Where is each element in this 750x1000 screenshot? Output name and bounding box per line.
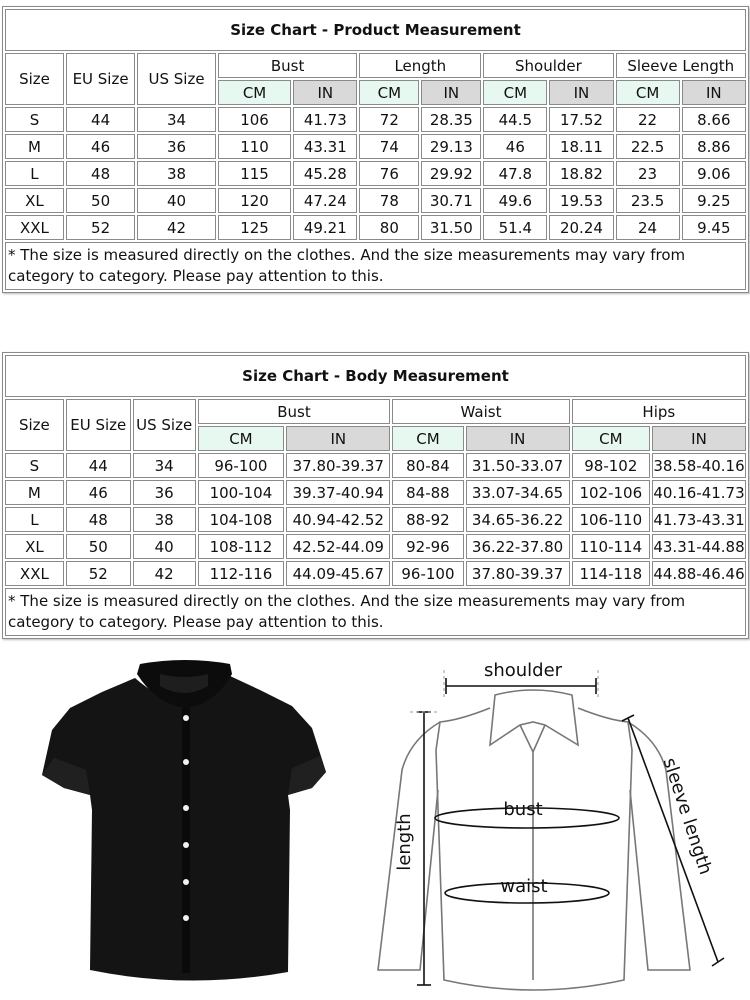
- table-cell: 44.5: [483, 107, 547, 132]
- eu-size-header: EU Size: [66, 53, 135, 105]
- table-cell: 44.88-46.46: [652, 561, 746, 586]
- table-cell: 22: [616, 107, 680, 132]
- cm-header: CM: [483, 80, 547, 105]
- table-cell: 102-106: [572, 480, 650, 505]
- chart-title: Size Chart - Product Measurement: [5, 9, 746, 51]
- table-cell: 33.07-34.65: [466, 480, 570, 505]
- table-cell: 98-102: [572, 453, 650, 478]
- table-cell: 110: [218, 134, 291, 159]
- sleeve-length-measure-line: [622, 715, 724, 966]
- body-table-body: [5, 453, 746, 586]
- chart-note: * The size is measured directly on the clothes. And the size measurements may vary from category to category. Please pay attention to this.: [5, 588, 746, 636]
- in-header: IN: [682, 80, 746, 105]
- table-cell: 31.50-33.07: [466, 453, 570, 478]
- table-cell: 46: [66, 480, 131, 505]
- table-cell: 40.16-41.73: [652, 480, 746, 505]
- table-row: [5, 507, 746, 532]
- table-cell: 46: [483, 134, 547, 159]
- table-cell: 28.35: [421, 107, 481, 132]
- table-cell: 38: [133, 507, 196, 532]
- table-cell: 50: [66, 188, 135, 213]
- table-cell: 46: [66, 134, 135, 159]
- waist-header: Waist: [392, 399, 569, 424]
- cm-header: CM: [392, 426, 463, 451]
- table-cell: 88-92: [392, 507, 463, 532]
- table-cell: 29.92: [421, 161, 481, 186]
- table-cell: 125: [218, 215, 291, 240]
- in-header: IN: [549, 80, 613, 105]
- length-measure-line: [417, 712, 431, 985]
- table-cell: 115: [218, 161, 291, 186]
- table-cell: 24: [616, 215, 680, 240]
- table-cell: 48: [66, 507, 131, 532]
- table-cell: 48: [66, 161, 135, 186]
- table-cell: 31.50: [421, 215, 481, 240]
- table-cell: 96-100: [392, 561, 463, 586]
- table-cell: 20.24: [549, 215, 613, 240]
- table-cell: 40: [137, 188, 216, 213]
- table-cell: 84-88: [392, 480, 463, 505]
- table-cell: 19.53: [549, 188, 613, 213]
- table-cell: 80-84: [392, 453, 463, 478]
- table-row: [5, 561, 746, 586]
- table-cell: 51.4: [483, 215, 547, 240]
- us-size-header: US Size: [133, 399, 196, 451]
- table-cell: 22.5: [616, 134, 680, 159]
- table-cell: 45.28: [293, 161, 357, 186]
- table-cell: 41.73-43.31: [652, 507, 746, 532]
- bust-header: Bust: [198, 399, 391, 424]
- table-cell: L: [5, 507, 64, 532]
- table-cell: 110-114: [572, 534, 650, 559]
- table-cell: 42.52-44.09: [286, 534, 390, 559]
- length-header: Length: [359, 53, 481, 78]
- table-cell: 47.24: [293, 188, 357, 213]
- table-cell: XL: [5, 534, 64, 559]
- table-cell: XL: [5, 188, 64, 213]
- table-row: [5, 188, 746, 213]
- table-cell: 36: [133, 480, 196, 505]
- table-cell: 36: [137, 134, 216, 159]
- table-cell: L: [5, 161, 64, 186]
- table-cell: 42: [133, 561, 196, 586]
- table-row: [5, 480, 746, 505]
- table-cell: 8.66: [682, 107, 746, 132]
- table-row: [5, 534, 746, 559]
- table-cell: S: [5, 453, 64, 478]
- cm-header: CM: [572, 426, 650, 451]
- table-cell: 17.52: [549, 107, 613, 132]
- table-cell: 76: [359, 161, 419, 186]
- table-cell: 106: [218, 107, 291, 132]
- chart-note: * The size is measured directly on the clothes. And the size measurements may vary from category to category. Please pay attention to this.: [5, 242, 746, 290]
- table-cell: 41.73: [293, 107, 357, 132]
- table-cell: 92-96: [392, 534, 463, 559]
- table-cell: 80: [359, 215, 419, 240]
- product-measurement-chart: [2, 6, 749, 293]
- table-cell: 52: [66, 215, 135, 240]
- table-cell: 43.31: [293, 134, 357, 159]
- table-row: [5, 107, 746, 132]
- table-cell: 18.82: [549, 161, 613, 186]
- table-cell: 8.86: [682, 134, 746, 159]
- shirt-body: [42, 660, 326, 981]
- table-row: [5, 161, 746, 186]
- table-cell: 106-110: [572, 507, 650, 532]
- table-cell: 108-112: [198, 534, 285, 559]
- table-cell: 36.22-37.80: [466, 534, 570, 559]
- table-cell: 52: [66, 561, 131, 586]
- length-label: length: [394, 813, 415, 871]
- table-cell: 34: [133, 453, 196, 478]
- table-cell: 49.6: [483, 188, 547, 213]
- table-cell: 44: [66, 107, 135, 132]
- shoulder-label: shoulder: [483, 660, 563, 681]
- sleeve-length-header: Sleeve Length: [616, 53, 747, 78]
- waist-label: waist: [500, 876, 548, 897]
- product-table-body: [5, 107, 746, 240]
- table-row: [5, 134, 746, 159]
- table-cell: 74: [359, 134, 419, 159]
- table-cell: 18.11: [549, 134, 613, 159]
- cm-header: CM: [616, 80, 680, 105]
- table-cell: 9.45: [682, 215, 746, 240]
- table-cell: 50: [66, 534, 131, 559]
- in-header: IN: [286, 426, 390, 451]
- table-cell: 23: [616, 161, 680, 186]
- table-cell: 23.5: [616, 188, 680, 213]
- table-cell: 38: [137, 161, 216, 186]
- eu-size-header: EU Size: [66, 399, 131, 451]
- measurement-diagram: [340, 650, 750, 1000]
- in-header: IN: [421, 80, 481, 105]
- table-cell: 9.06: [682, 161, 746, 186]
- table-cell: S: [5, 107, 64, 132]
- table-cell: 30.71: [421, 188, 481, 213]
- body-measurement-chart: [2, 352, 749, 639]
- table-cell: 72: [359, 107, 419, 132]
- cm-header: CM: [359, 80, 419, 105]
- table-cell: 38.58-40.16: [652, 453, 746, 478]
- table-cell: 100-104: [198, 480, 285, 505]
- table-cell: 96-100: [198, 453, 285, 478]
- table-cell: 34: [137, 107, 216, 132]
- shoulder-header: Shoulder: [483, 53, 613, 78]
- table-cell: 49.21: [293, 215, 357, 240]
- shirt-photo: [40, 660, 330, 990]
- table-cell: 37.80-39.37: [466, 561, 570, 586]
- table-cell: 112-116: [198, 561, 285, 586]
- bust-header: Bust: [218, 53, 358, 78]
- table-cell: 43.31-44.88: [652, 534, 746, 559]
- table-cell: 40.94-42.52: [286, 507, 390, 532]
- table-cell: 37.80-39.37: [286, 453, 390, 478]
- table-cell: 9.25: [682, 188, 746, 213]
- cm-header: CM: [198, 426, 285, 451]
- table-cell: 47.8: [483, 161, 547, 186]
- hips-header: Hips: [572, 399, 746, 424]
- table-cell: 34.65-36.22: [466, 507, 570, 532]
- table-cell: 104-108: [198, 507, 285, 532]
- table-cell: M: [5, 480, 64, 505]
- table-cell: 29.13: [421, 134, 481, 159]
- table-cell: 44.09-45.67: [286, 561, 390, 586]
- table-cell: XXL: [5, 215, 64, 240]
- chart-title: Size Chart - Body Measurement: [5, 355, 746, 397]
- table-cell: 78: [359, 188, 419, 213]
- table-cell: 40: [133, 534, 196, 559]
- sleeve-length-label: sleeve length: [658, 755, 716, 878]
- size-header: Size: [5, 53, 64, 105]
- size-header: Size: [5, 399, 64, 451]
- in-header: IN: [466, 426, 570, 451]
- cm-header: CM: [218, 80, 291, 105]
- table-row: [5, 215, 746, 240]
- in-header: IN: [293, 80, 357, 105]
- table-cell: 42: [137, 215, 216, 240]
- bust-label: bust: [503, 799, 543, 820]
- table-cell: M: [5, 134, 64, 159]
- table-cell: 39.37-40.94: [286, 480, 390, 505]
- table-cell: 120: [218, 188, 291, 213]
- table-cell: 114-118: [572, 561, 650, 586]
- table-cell: 44: [66, 453, 131, 478]
- table-row: [5, 453, 746, 478]
- in-header: IN: [652, 426, 746, 451]
- us-size-header: US Size: [137, 53, 216, 105]
- table-cell: XXL: [5, 561, 64, 586]
